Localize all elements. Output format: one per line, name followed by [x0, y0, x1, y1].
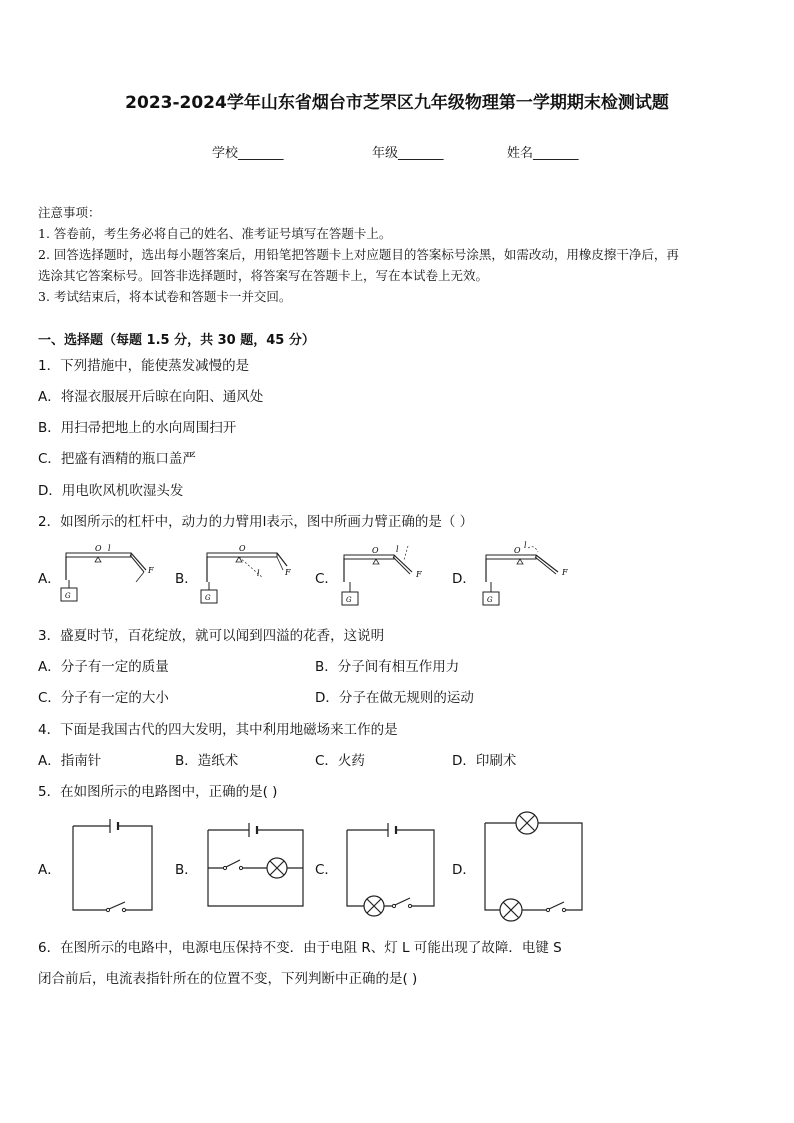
- fig-c-o-label: O: [372, 546, 379, 555]
- fig-d-g-label: G: [487, 596, 493, 604]
- fig-d-f-label: F: [562, 568, 568, 577]
- fig-b-f-label: F: [285, 568, 291, 577]
- notes-heading: 注意事项：: [38, 205, 101, 220]
- q4-option-b: B．造纸术: [175, 753, 239, 769]
- q5-label-b: B．: [175, 862, 198, 878]
- fig-c-f-label: F: [416, 570, 422, 579]
- fig-c-g-label: G: [346, 596, 352, 604]
- fig-a-l-label: l: [108, 544, 111, 553]
- fig-b-l-label: l: [257, 569, 260, 578]
- q1-option-d: D．用电吹风机吹湿头发: [38, 483, 184, 499]
- section-heading: 一、选择题（每题 1.5 分，共 30 题，45 分）: [38, 333, 315, 348]
- fig-a-o-label: O: [95, 544, 102, 553]
- name-field: 姓名_______: [507, 146, 579, 161]
- fig-c-l-label: l: [396, 545, 399, 554]
- fig-b-o-label: O: [239, 544, 246, 553]
- q4-option-d: D．印刷术: [452, 753, 517, 769]
- q5-stem: 5．在如图所示的电路图中，正确的是( ): [38, 784, 278, 800]
- q4-option-c: C．火药: [315, 753, 365, 769]
- lever-figure-a: [60, 540, 160, 608]
- q1-option-c: C．把盛有酒精的瓶口盖严: [38, 451, 196, 467]
- q6-line-2: 闭合前后，电流表指针所在的位置不变，下列判断中正确的是( ): [38, 971, 418, 987]
- fig-a-f-label: F: [148, 566, 154, 575]
- q3-option-d: D．分子在做无规则的运动: [315, 690, 474, 706]
- fig-b-g-label: G: [205, 594, 211, 602]
- q2-label-a: A．: [38, 571, 61, 587]
- circuit-figure-c: [346, 820, 436, 914]
- lever-figure-d: [478, 540, 578, 608]
- note-item-2: 2. 回答选择题时，选出每小题答案后，用铅笔把答题卡上对应题目的答案标号涂黑，如需改动，用橡皮擦干净后，再: [38, 247, 679, 262]
- lever-figure-c: [338, 540, 438, 608]
- circuit-figure-a: [72, 816, 154, 914]
- note-item-3: 3. 考试结束后，将本试卷和答题卡一并交回。: [38, 289, 292, 304]
- note-item-1: 1. 答卷前，考生务必将自己的姓名、准考证号填写在答题卡上。: [38, 226, 392, 241]
- circuit-figure-d: [484, 810, 584, 920]
- grade-field: 年级_______: [372, 146, 444, 161]
- circuit-figure-b: [207, 822, 305, 908]
- q2-stem: 2．如图所示的杠杆中，动力的力臂用l表示，图中所画力臂正确的是（ ）: [38, 514, 474, 530]
- q3-option-b: B．分子间有相互作用力: [315, 659, 460, 675]
- fig-d-l-label: l: [524, 541, 527, 550]
- q6-line-1: 6．在图所示的电路中，电源电压保持不变．由于电阻 R、灯 L 可能出现了故障．电键 S: [38, 940, 562, 956]
- q3-stem: 3．盛夏时节，百花绽放，就可以闻到四溢的花香，这说明: [38, 628, 385, 644]
- q5-label-d: D．: [452, 862, 476, 878]
- school-field: 学校_______: [212, 146, 284, 161]
- q1-option-b: B．用扫帚把地上的水向周围扫开: [38, 420, 237, 436]
- lever-figure-b: [195, 540, 300, 608]
- q2-label-b: B．: [175, 571, 198, 587]
- q5-label-c: C．: [315, 862, 338, 878]
- q1-option-a: A．将湿衣服展开后晾在向阳、通风处: [38, 389, 264, 405]
- note-item-2-cont: 选涂其它答案标号。回答非选择题时，将答案写在答题卡上，写在本试卷上无效。: [38, 268, 489, 283]
- q2-label-d: D．: [452, 571, 476, 587]
- page-title: 2023-2024学年山东省烟台市芝罘区九年级物理第一学期期末检测试题: [125, 93, 669, 113]
- q5-label-a: A．: [38, 862, 61, 878]
- q1-stem: 1．下列措施中，能使蒸发减慢的是: [38, 358, 250, 374]
- q2-label-c: C．: [315, 571, 338, 587]
- q3-option-c: C．分子有一定的大小: [38, 690, 169, 706]
- q3-option-a: A．分子有一定的质量: [38, 659, 169, 675]
- q4-stem: 4．下面是我国古代的四大发明，其中利用地磁场来工作的是: [38, 722, 398, 738]
- q4-option-a: A．指南针: [38, 753, 102, 769]
- fig-d-o-label: O: [514, 546, 521, 555]
- fig-a-g-label: G: [65, 592, 71, 600]
